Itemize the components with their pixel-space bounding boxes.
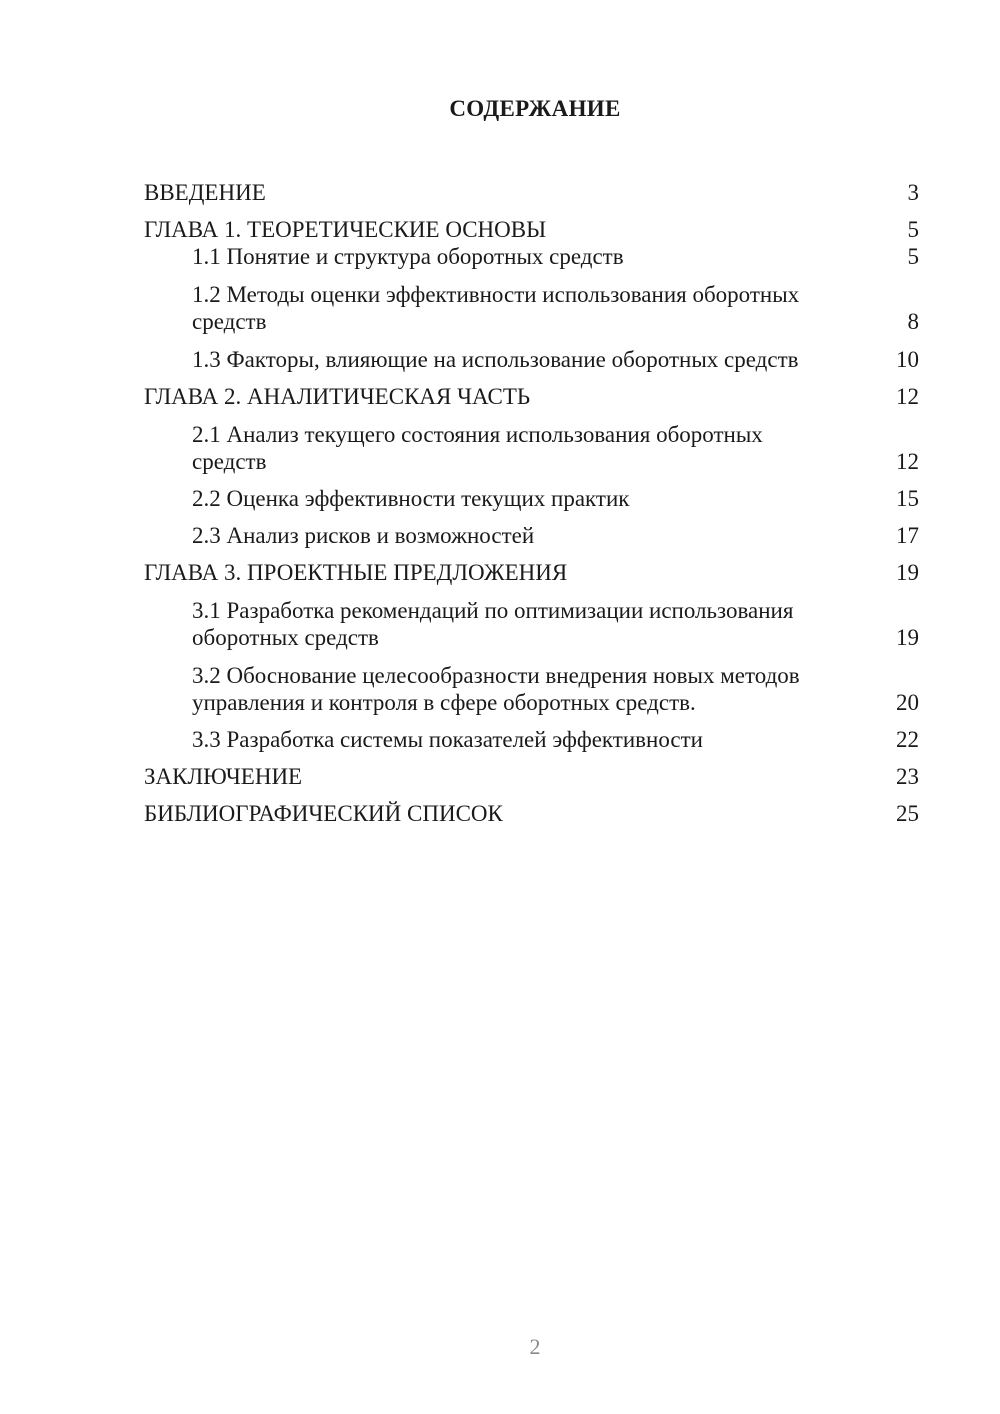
toc-entry-page: 17 — [896, 523, 919, 548]
toc-entry-page: 3 — [907, 180, 919, 205]
toc-entry-title: 2.1 Анализ текущего состояния использования оборотных средств — [192, 422, 763, 474]
toc-entry-page: 12 — [896, 449, 919, 474]
toc-entry-title: ГЛАВА 1. ТЕОРЕТИЧЕСКИЕ ОСНОВЫ — [144, 217, 547, 242]
toc-entry-title: ГЛАВА 2. АНАЛИТИЧЕСКАЯ ЧАСТЬ — [144, 384, 531, 409]
toc-entry-section-2-2[interactable] — [144, 486, 919, 513]
toc-entry-section-1-2[interactable] — [144, 281, 919, 336]
toc-entry-title: БИБЛИОГРАФИЧЕСКИЙ СПИСОК — [144, 801, 503, 826]
toc-entry-page: 10 — [896, 347, 919, 372]
toc-entry-title: 2.2 Оценка эффективности текущих практик — [192, 486, 630, 511]
toc-entry-title: 1.3 Факторы, влияющие на использование оборотных средств — [192, 347, 799, 372]
toc-entry-page: 20 — [896, 690, 919, 715]
toc-entry-title: 3.2 Обоснование целесообразности внедрения новых методов управления и контроля в сфере оборотных средств. — [192, 663, 800, 715]
toc-entry-page: 23 — [896, 764, 919, 789]
toc-entry-page: 15 — [896, 486, 919, 511]
toc-entry-title: 1.2 Методы оценки эффективности использования оборотных средств — [192, 282, 800, 334]
toc-entry-page: 8 — [907, 309, 919, 334]
toc-entry-chapter-3[interactable] — [144, 560, 919, 587]
toc-entry-title: ЗАКЛЮЧЕНИЕ — [144, 764, 303, 789]
toc-entry-section-2-3[interactable] — [144, 523, 919, 550]
toc-entry-section-3-3[interactable] — [144, 727, 919, 754]
toc-entry-page: 25 — [896, 801, 919, 826]
toc-entry-bibliography[interactable] — [144, 801, 919, 828]
toc-entry-section-3-1[interactable] — [144, 597, 919, 652]
toc-entry-section-1-1[interactable] — [144, 244, 919, 271]
toc-entry-title: 3.1 Разработка рекомендаций по оптимизации использования оборотных средств — [192, 598, 794, 650]
toc-entry-title: 2.3 Анализ рисков и возможностей — [192, 523, 535, 548]
toc-heading: СОДЕРЖАНИЕ — [449, 96, 621, 121]
toc-entry-title: ВВЕДЕНИЕ — [144, 180, 266, 205]
toc-entry-page: 19 — [896, 560, 919, 585]
toc-entry-title: 3.3 Разработка системы показателей эффективности — [192, 727, 703, 752]
toc-entry-introduction[interactable] — [144, 170, 919, 207]
toc-entry-title: ГЛАВА 3. ПРОЕКТНЫЕ ПРЕДЛОЖЕНИЯ — [144, 560, 568, 585]
toc-entry-chapter-1[interactable] — [144, 207, 919, 244]
page-number: 2 — [529, 1334, 541, 1359]
toc-entry-page: 12 — [896, 384, 919, 409]
toc-entry-chapter-2[interactable] — [144, 382, 919, 411]
toc-entry-section-2-1[interactable] — [144, 421, 919, 476]
toc-entry-section-3-2[interactable] — [144, 662, 919, 717]
toc-entry-page: 22 — [896, 727, 919, 752]
toc-entry-page: 5 — [907, 244, 919, 269]
toc-entry-page: 19 — [896, 625, 919, 650]
table-of-contents — [144, 170, 919, 828]
toc-entry-page: 5 — [907, 217, 919, 242]
toc-entry-section-1-3[interactable] — [144, 346, 919, 374]
toc-entry-title: 1.1 Понятие и структура оборотных средств — [192, 244, 624, 269]
toc-entry-conclusion[interactable] — [144, 764, 919, 791]
